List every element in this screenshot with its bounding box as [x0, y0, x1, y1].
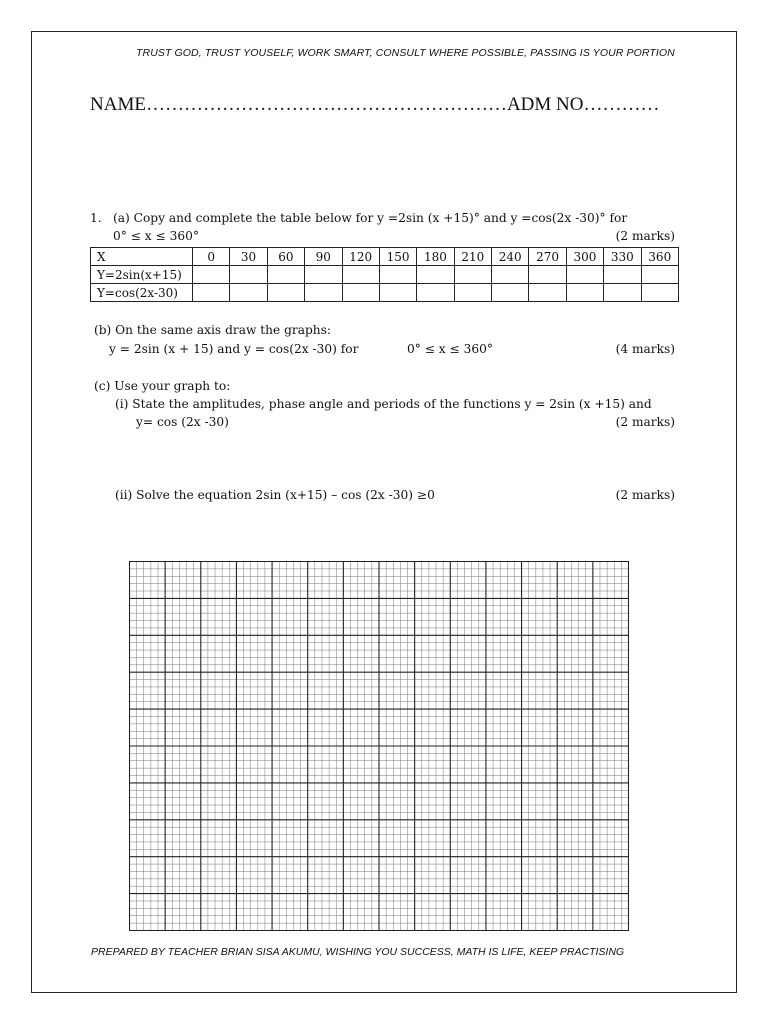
- table-x-value: 180: [417, 248, 454, 266]
- table-empty-cell: [267, 266, 304, 284]
- table-empty-cell: [305, 284, 342, 302]
- table-row-label: X: [91, 248, 193, 266]
- table-x-value: 300: [566, 248, 603, 266]
- table-row-y-sin: [91, 266, 679, 284]
- values-table: [90, 247, 679, 302]
- table-empty-cell: [641, 266, 679, 284]
- table-x-value: 150: [379, 248, 416, 266]
- table-row-y-cos: [91, 284, 679, 302]
- table-empty-cell: [566, 284, 603, 302]
- table-empty-cell: [641, 284, 679, 302]
- table-row-label: Y=cos(2x-30): [91, 284, 193, 302]
- table-empty-cell: [379, 266, 416, 284]
- table-empty-cell: [492, 266, 529, 284]
- table-x-value: 240: [492, 248, 529, 266]
- part-c-i-marks: (2 marks): [615, 415, 675, 429]
- part-b-instruction: (b) On the same axis draw the graphs:: [94, 323, 332, 337]
- table-x-value: 90: [305, 248, 342, 266]
- table-empty-cell: [230, 266, 267, 284]
- table-empty-cell: [454, 266, 491, 284]
- table-empty-cell: [379, 284, 416, 302]
- part-b-range: 0° ≤ x ≤ 360°: [407, 342, 493, 356]
- table-empty-cell: [454, 284, 491, 302]
- table-empty-cell: [492, 284, 529, 302]
- question-number: 1.: [90, 211, 102, 225]
- table-x-value: 330: [604, 248, 641, 266]
- table-row-label: Y=2sin(x+15): [91, 266, 193, 284]
- part-c-i-line2: y= cos (2x -30): [136, 415, 229, 429]
- graph-paper-grid: [129, 561, 629, 931]
- table-x-value: 0: [193, 248, 230, 266]
- header-motto: TRUST GOD, TRUST YOUSELF, WORK SMART, CONSULT WHERE POSSIBLE, PASSING IS YOUR PORTION: [136, 47, 675, 59]
- table-empty-cell: [529, 266, 566, 284]
- table-x-value: 360: [641, 248, 679, 266]
- part-c-ii-equation: (ii) Solve the equation 2sin (x+15) – cos (2x -30) ≥0: [115, 488, 435, 502]
- table-x-value: 270: [529, 248, 566, 266]
- table-empty-cell: [604, 266, 641, 284]
- table-empty-cell: [342, 266, 379, 284]
- part-c-ii-marks: (2 marks): [615, 488, 675, 502]
- table-empty-cell: [193, 284, 230, 302]
- table-empty-cell: [230, 284, 267, 302]
- part-c-instruction: (c) Use your graph to:: [94, 379, 231, 393]
- table-x-value: 30: [230, 248, 267, 266]
- table-x-value: 120: [342, 248, 379, 266]
- part-a-instruction: (a) Copy and complete the table below for y =2sin (x +15)° and y =cos(2x -30)° for: [113, 211, 628, 225]
- name-adm-line: NAME…………………………………………………ADM NO…………: [90, 94, 660, 115]
- table-empty-cell: [342, 284, 379, 302]
- table-x-value: 210: [454, 248, 491, 266]
- part-a-range: 0° ≤ x ≤ 360°: [113, 229, 199, 243]
- part-b-marks: (4 marks): [615, 342, 675, 356]
- part-c-i-line1: (i) State the amplitudes, phase angle and periods of the functions y = 2sin (x +15) and: [115, 397, 652, 411]
- table-empty-cell: [604, 284, 641, 302]
- table-x-value: 60: [267, 248, 304, 266]
- table-empty-cell: [305, 266, 342, 284]
- table-row-x: [91, 248, 679, 266]
- part-a-marks: (2 marks): [615, 229, 675, 243]
- footer-note: PREPARED BY TEACHER BRIAN SISA AKUMU, WISHING YOU SUCCESS, MATH IS LIFE, KEEP PRACTISING: [91, 946, 625, 958]
- table-empty-cell: [566, 266, 603, 284]
- table-empty-cell: [417, 284, 454, 302]
- table-empty-cell: [193, 266, 230, 284]
- table-empty-cell: [267, 284, 304, 302]
- part-b-equations: y = 2sin (x + 15) and y = cos(2x -30) for: [109, 342, 359, 356]
- table-empty-cell: [417, 266, 454, 284]
- table-empty-cell: [529, 284, 566, 302]
